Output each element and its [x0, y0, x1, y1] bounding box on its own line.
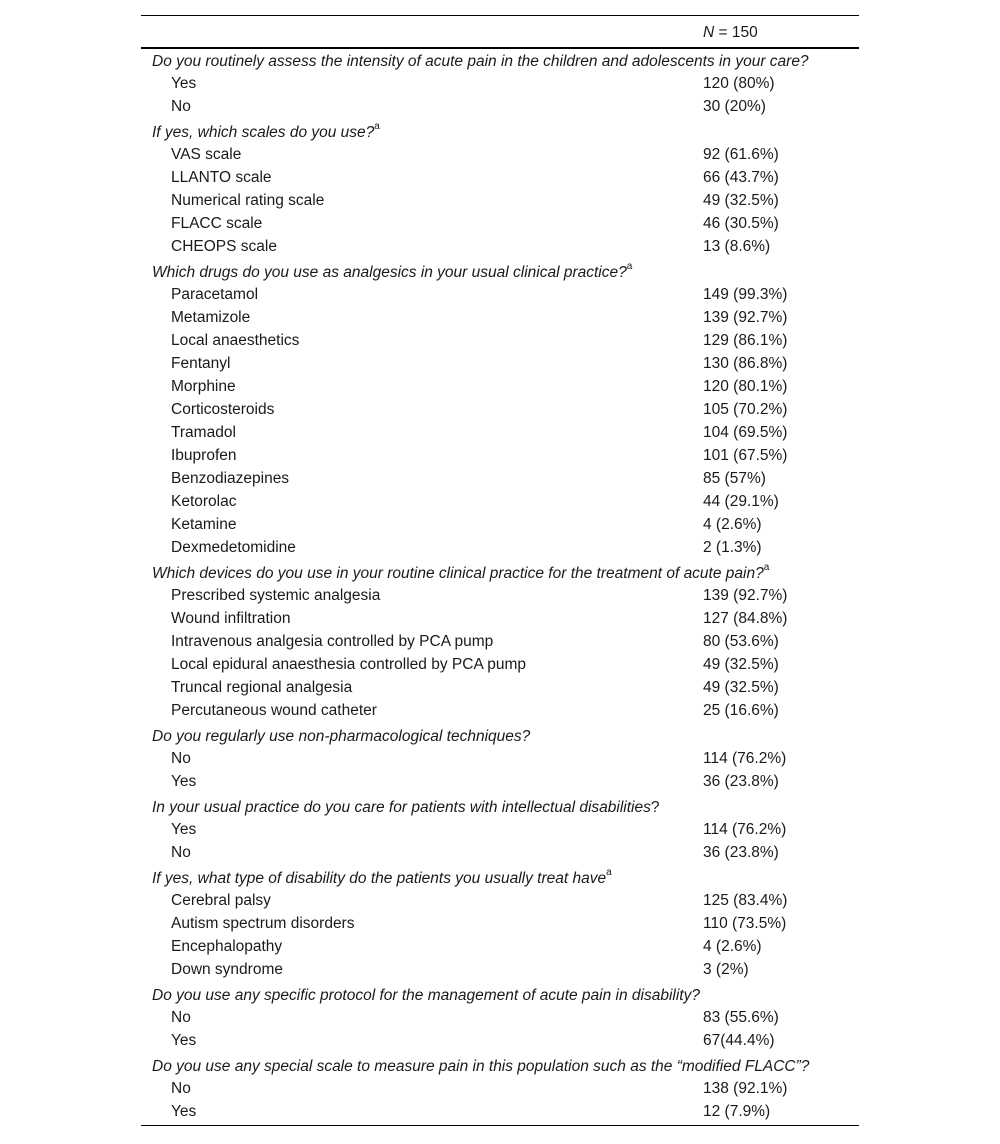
row-value: 49 (32.5%) — [703, 192, 779, 209]
question-text: If yes, what type of disability do the patients you usually treat have$^a$ — [152, 867, 612, 887]
table-row — [141, 469, 859, 492]
row-label: Metamizole — [171, 309, 251, 326]
row-value: 127 (84.8%) — [703, 610, 788, 627]
row-value: 13 (8.6%) — [703, 238, 771, 255]
row-label: No — [171, 1080, 191, 1097]
row-label: No — [171, 750, 191, 767]
question-row — [141, 260, 859, 285]
sample-size-header: N = 150 — [703, 24, 758, 41]
table-row — [141, 1008, 859, 1031]
footnote-marker: a — [606, 867, 612, 878]
row-label: No — [171, 1009, 191, 1026]
table-row — [141, 285, 859, 308]
row-label: Corticosteroids — [171, 401, 275, 418]
row-value: 129 (86.1%) — [703, 332, 788, 349]
question-row — [141, 49, 859, 74]
table-row — [141, 820, 859, 843]
table-row — [141, 97, 859, 120]
table-header — [141, 16, 859, 47]
row-value: 110 (73.5%) — [703, 915, 787, 932]
row-label: No — [171, 98, 191, 115]
question-text: Do you regularly use non-pharmacological techniques? — [152, 728, 531, 745]
row-value: 25 (16.6%) — [703, 702, 779, 719]
table-body — [141, 49, 859, 1125]
table-row — [141, 749, 859, 772]
row-label: Wound infiltration — [171, 610, 291, 627]
table-row — [141, 632, 859, 655]
row-label: Benzodiazepines — [171, 470, 290, 487]
row-label: Intravenous analgesia controlled by PCA pump — [171, 633, 494, 650]
row-label: Dexmedetomidine — [171, 539, 296, 556]
table-row — [141, 678, 859, 701]
row-value: 139 (92.7%) — [703, 309, 788, 326]
table-row — [141, 237, 859, 260]
row-label: Prescribed systemic analgesia — [171, 587, 381, 604]
question-row — [141, 724, 859, 749]
row-value: 139 (92.7%) — [703, 587, 788, 604]
question-row — [141, 1054, 859, 1079]
row-value: 44 (29.1%) — [703, 493, 779, 510]
row-value: 85 (57%) — [703, 470, 766, 487]
table-row — [141, 891, 859, 914]
table-row — [141, 145, 859, 168]
row-label: Ketorolac — [171, 493, 237, 510]
question-text: In your usual practice do you care for patients with intellectual disabilities? — [152, 799, 660, 816]
table-row — [141, 538, 859, 561]
row-value: 101 (67.5%) — [703, 447, 788, 464]
row-label: Local epidural anaesthesia controlled by PCA pump — [171, 656, 527, 673]
row-value: 3 (2%) — [703, 961, 749, 978]
row-label: Morphine — [171, 378, 236, 395]
row-label: Truncal regional analgesia — [171, 679, 353, 696]
footnote-marker: a — [374, 121, 380, 132]
table-bottom-rule — [141, 1125, 859, 1126]
table-row — [141, 609, 859, 632]
table-row — [141, 354, 859, 377]
row-value: 83 (55.6%) — [703, 1009, 779, 1026]
row-value: 66 (43.7%) — [703, 169, 779, 186]
row-label: Down syndrome — [171, 961, 283, 978]
table-row — [141, 400, 859, 423]
row-value: 2 (1.3%) — [703, 539, 762, 556]
question-row — [141, 983, 859, 1008]
row-value: 36 (23.8%) — [703, 844, 779, 861]
row-value: 49 (32.5%) — [703, 679, 779, 696]
table-row — [141, 515, 859, 538]
row-value: 30 (20%) — [703, 98, 766, 115]
row-label: LLANTO scale — [171, 169, 272, 186]
row-label: Percutaneous wound catheter — [171, 702, 377, 719]
table-row — [141, 214, 859, 237]
row-label: No — [171, 844, 191, 861]
row-label: Encephalopathy — [171, 938, 283, 955]
table-row — [141, 655, 859, 678]
row-label: Tramadol — [171, 424, 236, 441]
table-row — [141, 168, 859, 191]
table-row — [141, 937, 859, 960]
row-label: Yes — [171, 1103, 197, 1120]
row-value: 12 (7.9%) — [703, 1103, 771, 1120]
row-value: 114 (76.2%) — [703, 750, 787, 767]
row-label: Fentanyl — [171, 355, 231, 372]
question-text: Do you use any specific protocol for the management of acute pain in disability? — [152, 987, 700, 1004]
table-row — [141, 772, 859, 795]
row-label: CHEOPS scale — [171, 238, 277, 255]
table-row — [141, 586, 859, 609]
question-row — [141, 120, 859, 145]
table-row — [141, 1102, 859, 1125]
table-row — [141, 843, 859, 866]
row-value: 92 (61.6%) — [703, 146, 779, 163]
footnote-marker: a — [763, 562, 770, 573]
row-value: 105 (70.2%) — [703, 401, 788, 418]
row-value: 104 (69.5%) — [703, 424, 788, 441]
row-label: Cerebral palsy — [171, 892, 271, 909]
row-value: 49 (32.5%) — [703, 656, 779, 673]
row-label: Autism spectrum disorders — [171, 915, 355, 932]
row-label: Ketamine — [171, 516, 237, 533]
question-row — [141, 866, 859, 891]
table-row — [141, 446, 859, 469]
row-label: Ibuprofen — [171, 447, 237, 464]
row-value: 80 (53.6%) — [703, 633, 779, 650]
table-row — [141, 308, 859, 331]
question-text: Which drugs do you use as analgesics in your usual clinical practice?$^a$ — [152, 261, 633, 281]
row-value: 114 (76.2%) — [703, 821, 787, 838]
table-row — [141, 701, 859, 724]
table-row — [141, 492, 859, 515]
row-value: 46 (30.5%) — [703, 215, 779, 232]
question-row — [141, 561, 859, 586]
row-label: Yes — [171, 1032, 197, 1049]
table-row — [141, 960, 859, 983]
question-text: Which devices do you use in your routine clinical practice for the treatment of acute pain?$^a$ — [152, 562, 770, 582]
row-value: 138 (92.1%) — [703, 1080, 788, 1097]
question-text: Do you use any special scale to measure pain in this population such as the “modified FLACC”? — [152, 1058, 810, 1075]
row-label: FLACC scale — [171, 215, 263, 232]
table-row — [141, 191, 859, 214]
question-text: Do you routinely assess the intensity of acute pain in the children and adolescents in your care? — [152, 53, 809, 70]
row-value: 130 (86.8%) — [703, 355, 788, 372]
question-row — [141, 795, 859, 820]
table-row — [141, 914, 859, 937]
footnote-marker: a — [626, 261, 633, 272]
row-value: 67(44.4%) — [703, 1032, 775, 1049]
table-row — [141, 1031, 859, 1054]
table-row — [141, 331, 859, 354]
row-label: Local anaesthetics — [171, 332, 300, 349]
table-row — [141, 1079, 859, 1102]
row-value: 120 (80.1%) — [703, 378, 788, 395]
table-row — [141, 377, 859, 400]
row-value: 4 (2.6%) — [703, 516, 762, 533]
row-label: Yes — [171, 821, 197, 838]
row-value: 149 (99.3%) — [703, 286, 788, 303]
row-label: Numerical rating scale — [171, 192, 325, 209]
row-value: 36 (23.8%) — [703, 773, 779, 790]
row-label: Yes — [171, 773, 197, 790]
row-label: Paracetamol — [171, 286, 259, 303]
row-value: 120 (80%) — [703, 75, 775, 92]
survey-table — [141, 15, 859, 1126]
row-value: 4 (2.6%) — [703, 938, 762, 955]
row-value: 125 (83.4%) — [703, 892, 788, 909]
row-label: VAS scale — [171, 146, 242, 163]
row-label: Yes — [171, 75, 197, 92]
table-row — [141, 74, 859, 97]
question-text: If yes, which scales do you use?$^a$ — [152, 121, 380, 141]
table-row — [141, 423, 859, 446]
